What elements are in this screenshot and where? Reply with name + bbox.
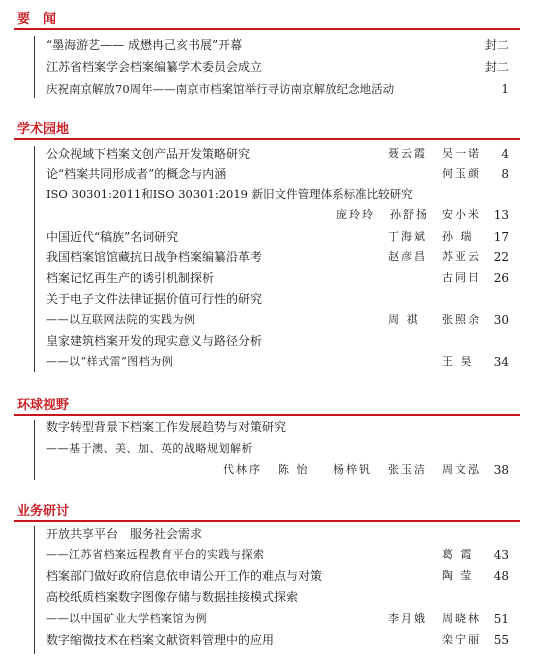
entry-page: 26 xyxy=(493,271,509,285)
entry-page: 封二 xyxy=(484,60,509,74)
entry-author: 王 昊 xyxy=(442,355,474,368)
toc-entry[interactable] xyxy=(0,332,546,350)
entry-title: 皇家建筑档案开发的现实意义与路径分析 xyxy=(46,334,263,348)
toc-entry[interactable] xyxy=(0,58,546,76)
section-heading: 学术园地 xyxy=(17,122,70,137)
toc-entry[interactable] xyxy=(0,145,546,163)
entry-author: 孙 瑞 xyxy=(442,230,474,243)
entry-page: 48 xyxy=(493,569,509,583)
entry-page: 17 xyxy=(493,230,509,244)
toc-entry-subtitle xyxy=(0,311,546,329)
entry-title: 档案记忆再生产的诱引机制探析 xyxy=(46,271,215,285)
toc-entry-subtitle xyxy=(0,546,546,564)
entry-title: 我国档案馆馆藏抗日战争档案编纂沿革考 xyxy=(46,250,263,264)
entry-author: 孙舒扬 xyxy=(390,208,429,221)
entry-page: 51 xyxy=(493,612,509,626)
entry-title: 数字缩微技术在档案文献资料管理中的应用 xyxy=(46,633,275,647)
entry-page: 8 xyxy=(501,167,509,181)
entry-title: “墨海游艺—— 成懋冉己亥书展”开幕 xyxy=(46,38,243,52)
entry-author: 丁海斌 xyxy=(388,230,427,243)
toc-entry[interactable] xyxy=(0,228,546,246)
entry-subtitle: ——基于澳、美、加、英的战略规划解析 xyxy=(46,442,253,455)
entry-author: 李月娥 xyxy=(388,612,427,625)
toc-entry-subtitle xyxy=(0,353,546,371)
entry-author: 庞玲玲 xyxy=(336,208,375,221)
toc-entry[interactable] xyxy=(0,248,546,266)
toc-entry[interactable] xyxy=(0,631,546,649)
entry-author: 苏亚云 xyxy=(442,250,481,263)
entry-page: 13 xyxy=(493,208,509,222)
entry-page: 34 xyxy=(493,355,509,369)
entry-author: 周文泓 xyxy=(442,463,481,476)
entry-subtitle: ——江苏省档案远程教育平台的实践与探索 xyxy=(46,548,265,561)
entry-page: 43 xyxy=(493,548,509,562)
entry-title: 开放共享平台 服务社会需求 xyxy=(46,527,203,541)
entry-title: 中国近代“稿族”名词研究 xyxy=(46,230,179,244)
entry-subtitle: ——以互联网法院的实践为例 xyxy=(46,313,196,326)
toc-entry-authors xyxy=(0,461,546,479)
entry-author: 陈 怡 xyxy=(278,463,310,476)
entry-page: 55 xyxy=(493,633,509,647)
entry-author: 安小米 xyxy=(442,208,481,221)
toc-entry[interactable] xyxy=(0,185,546,203)
entry-author: 代林序 xyxy=(223,463,262,476)
entry-subtitle: ——以“样式雷”图档为例 xyxy=(46,355,174,368)
toc-entry[interactable] xyxy=(0,165,546,183)
entry-page: 1 xyxy=(501,82,509,96)
toc-entry-subtitle xyxy=(0,440,546,458)
entry-title: 档案部门做好政府信息依申请公开工作的难点与对策 xyxy=(46,569,323,583)
entry-title: 高校纸质档案数字图像存储与数据挂接模式探索 xyxy=(46,590,299,604)
entry-subtitle: ——以中国矿业大学档案馆为例 xyxy=(46,612,207,625)
section-divider xyxy=(14,28,520,30)
entry-author: 周 祺 xyxy=(388,313,420,326)
entry-page: 30 xyxy=(493,313,509,327)
toc-entry[interactable] xyxy=(0,36,546,54)
entry-page: 38 xyxy=(493,463,509,477)
section-heading: 业务研讨 xyxy=(17,504,70,519)
toc-entry-subtitle xyxy=(0,610,546,628)
section-heading: 环球视野 xyxy=(17,398,70,413)
entry-author: 杨梓钒 xyxy=(333,463,372,476)
entry-author: 吴一诺 xyxy=(442,147,481,160)
toc-entry[interactable] xyxy=(0,269,546,287)
entry-author: 聂云霞 xyxy=(388,147,427,160)
entry-title: 庆祝南京解放70周年——南京市档案馆举行寻访南京解放纪念地活动 xyxy=(46,82,395,96)
entry-page: 封二 xyxy=(484,38,509,52)
entry-author: 赵彦昌 xyxy=(388,250,427,263)
toc-entry[interactable] xyxy=(0,418,546,436)
entry-author: 张照余 xyxy=(442,313,481,326)
toc-entry[interactable] xyxy=(0,525,546,543)
entry-title: 江苏省档案学会档案编纂学术委员会成立 xyxy=(46,60,263,74)
toc-entry[interactable] xyxy=(0,588,546,606)
entry-title: ISO 30301:2011和ISO 30301:2019 新旧文件管理体系标准比较研究 xyxy=(46,187,413,201)
entry-author: 陶 莹 xyxy=(442,569,474,582)
entry-page: 4 xyxy=(501,147,509,161)
entry-author: 周晓林 xyxy=(442,612,481,625)
entry-author: 栾宁丽 xyxy=(442,633,481,646)
toc-entry[interactable] xyxy=(0,567,546,585)
section-divider xyxy=(14,138,520,140)
toc-entry[interactable] xyxy=(0,80,546,98)
section-divider xyxy=(14,414,520,416)
entry-title: 关于电子文件法律证据价值可行性的研究 xyxy=(46,292,263,306)
entry-author: 葛 霞 xyxy=(442,548,474,561)
toc-entry[interactable] xyxy=(0,290,546,308)
entry-author: 张玉洁 xyxy=(388,463,427,476)
entry-title: 公众视域下档案文创产品开发策略研究 xyxy=(46,147,251,161)
toc-entry-authors xyxy=(0,206,546,224)
entry-title: 论“档案共同形成者”的概念与内涵 xyxy=(46,167,227,181)
section-heading: 要 闻 xyxy=(17,12,57,27)
section-divider xyxy=(14,520,520,522)
entry-title: 数字转型背景下档案工作发展趋势与对策研究 xyxy=(46,420,287,434)
entry-author: 古同日 xyxy=(442,271,481,284)
entry-page: 22 xyxy=(493,250,509,264)
entry-author: 何玉颜 xyxy=(442,167,481,180)
